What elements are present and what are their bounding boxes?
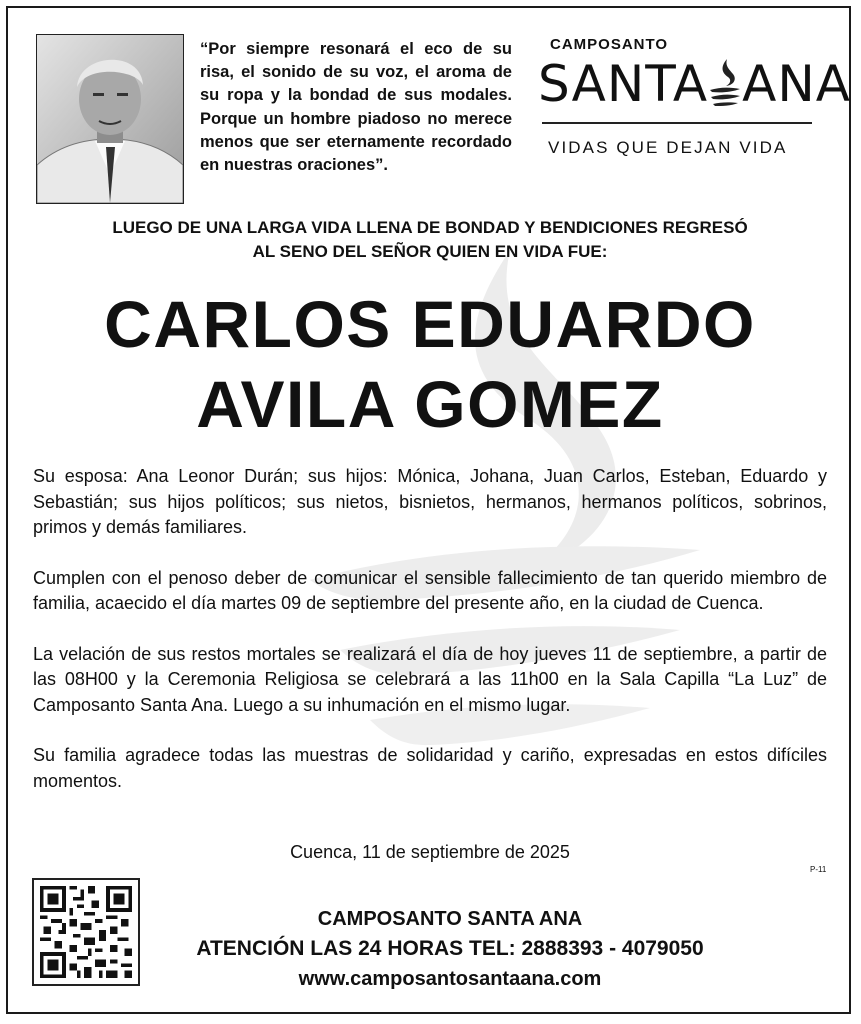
footer-website-link[interactable]: www.camposantosantaana.com: [298, 968, 602, 990]
logo-line-camposanto: CAMPOSANTO: [550, 36, 669, 53]
deceased-name-line-2: AVILA GOMEZ: [196, 367, 664, 441]
logo-wordmark: [538, 54, 851, 114]
camposanto-logo: [536, 32, 851, 162]
flame-wave-icon: [708, 57, 742, 107]
ceremony-paragraph: La velación de sus restos mortales se realizará el día de hoy jueves 11 de septiembre, a partir de las 08H00 y la Ceremonia Religiosa se celebrará a las 11h00 en la Sala Capilla “La Luz” de Camposanto Santa Ana. Luego a su inhumación en el mismo lugar.: [33, 643, 827, 715]
date-line: Cuenca, 11 de septiembre de 2025: [290, 842, 570, 862]
logo-word-ana: ANA: [742, 55, 851, 113]
deceased-name: [20, 284, 840, 444]
intro-text: [40, 216, 820, 264]
deceased-portrait: [36, 34, 184, 204]
announcement-paragraph: Cumplen con el penoso deber de comunicar el sensible fallecimiento de tan querido miembro de familia, acaecido el día martes 09 de septiembre del presente año, en la ciudad de Cuenca.: [33, 567, 827, 613]
contact-footer: [150, 904, 750, 994]
intro-line-2: AL SENO DEL SEÑOR QUIEN EN VIDA FUE:: [252, 242, 608, 261]
memorial-quote: “Por siempre resonará el eco de su risa, el sonido de su voz, el aroma de su ropa y la bondad de sus modales. Porque un hombre piadoso no merece menos que ser eternamente recordado en nuestras oraciones”.: [200, 40, 512, 175]
gratitude-paragraph: Su familia agradece todas las muestras de solidaridad y cariño, expresadas en estos difíciles momentos.: [33, 745, 827, 791]
qr-code[interactable]: [32, 878, 140, 986]
deceased-name-line-1: CARLOS EDUARDO: [104, 287, 756, 361]
logo-word-santa: SANTA: [538, 55, 709, 113]
notice-body: [33, 464, 827, 819]
page-code: P-11: [810, 865, 827, 874]
footer-org: CAMPOSANTO SANTA ANA: [317, 908, 583, 930]
footer-phone: ATENCIÓN LAS 24 HORAS TEL: 2888393 - 4079050: [196, 937, 704, 960]
qr-code-icon: [40, 886, 132, 978]
logo-tagline: VIDAS QUE DEJAN VIDA: [548, 138, 788, 157]
intro-line-1: LUEGO DE UNA LARGA VIDA LLENA DE BONDAD Y BENDICIONES REGRESÓ: [112, 218, 748, 237]
logo-divider: [542, 122, 812, 124]
family-paragraph: Su esposa: Ana Leonor Durán; sus hijos: Mónica, Johana, Juan Carlos, Esteban, Eduardo y Sebastián; sus hijos políticos; sus nietos, bisnietos, hermanos, hermanos políticos, sobrinos, primos y demás familiares.: [33, 466, 827, 537]
